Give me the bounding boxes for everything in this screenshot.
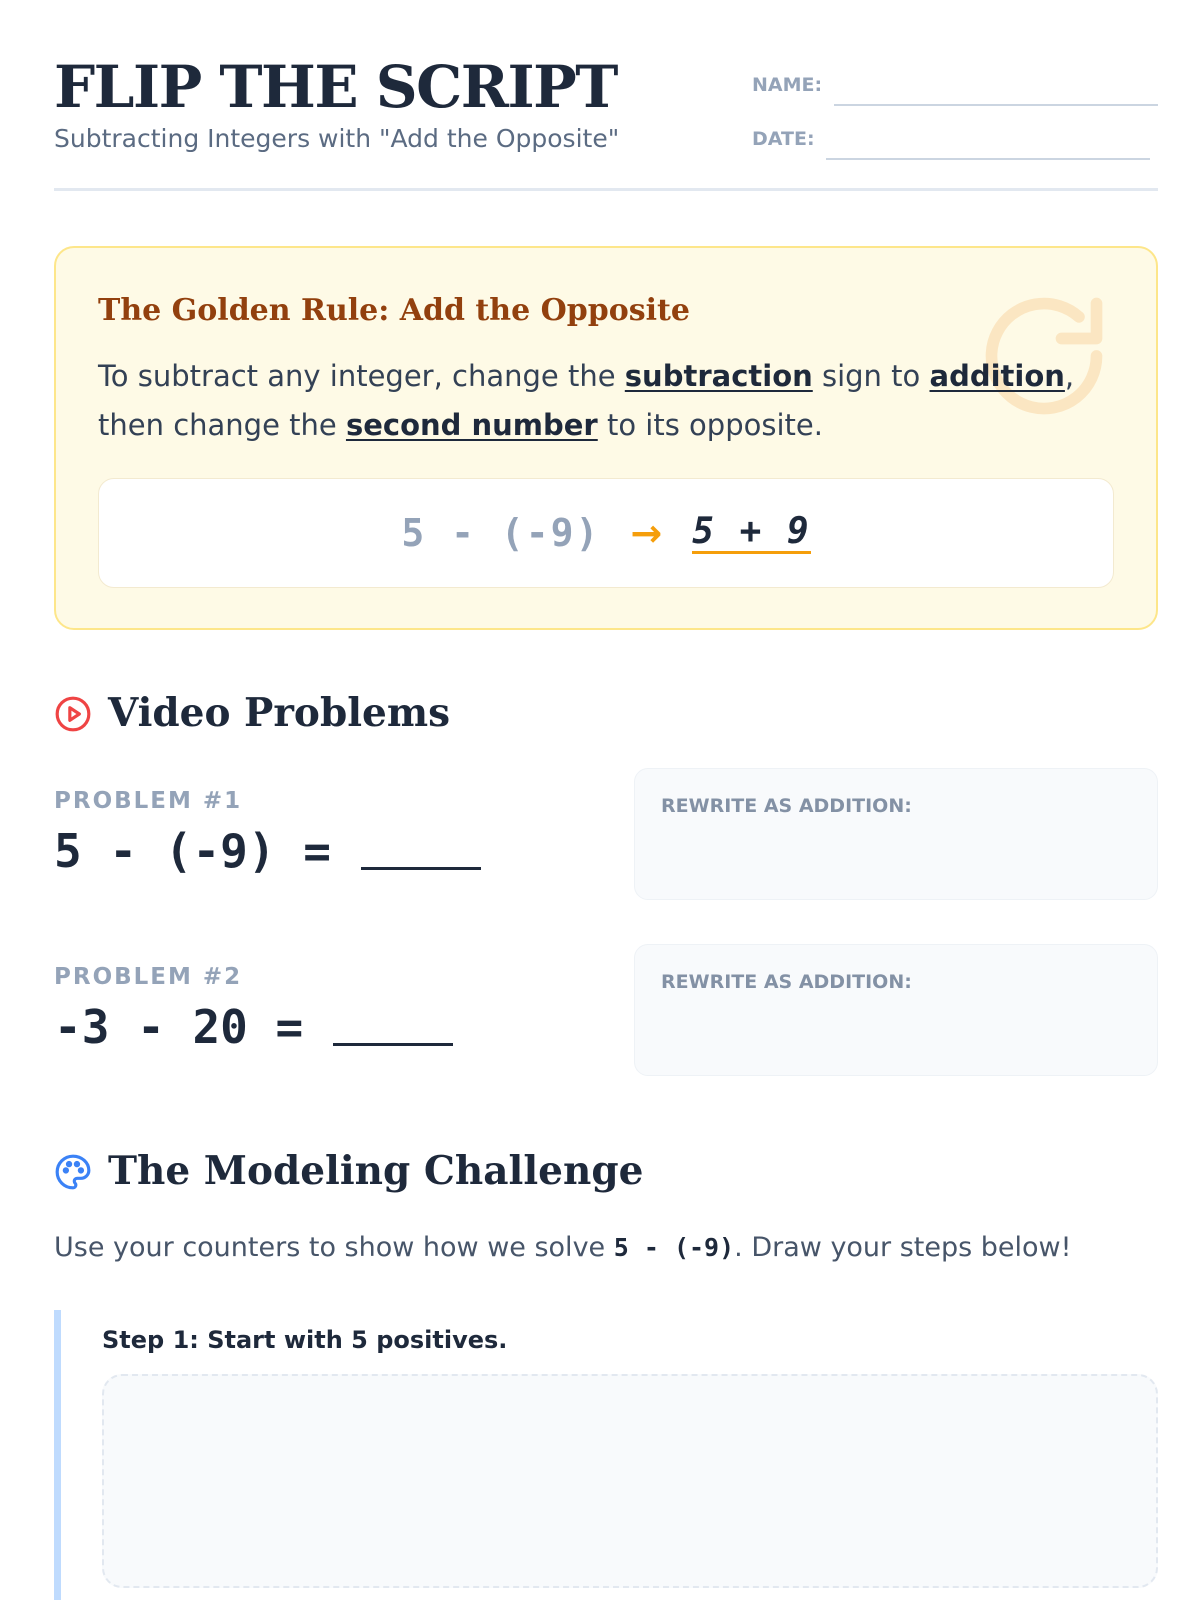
golden-rule-text: To subtract any integer, change the subtraction sign to addition, then change the second number to its opposite. xyxy=(98,359,1075,442)
example-card xyxy=(98,478,1114,588)
emphasis-subtraction: subtraction xyxy=(624,359,813,393)
header-divider xyxy=(54,188,1158,191)
example-rewritten: 5 + 9 xyxy=(692,512,810,555)
problem-2-label: PROBLEM #2 xyxy=(54,964,243,990)
name-label: NAME: xyxy=(752,74,823,96)
rewrite-box-2[interactable] xyxy=(634,944,1158,1076)
worksheet-title: FLIP THE SCRIPT xyxy=(54,53,617,121)
name-line[interactable] xyxy=(834,104,1158,106)
emphasis-second-number: second number xyxy=(345,408,598,442)
date-label: DATE: xyxy=(752,128,815,150)
emphasis-addition: addition xyxy=(929,359,1065,393)
video-problems-heading xyxy=(54,690,451,736)
play-circle-icon xyxy=(54,695,92,733)
palette-icon xyxy=(54,1153,92,1191)
date-line[interactable] xyxy=(826,158,1150,160)
problem-2-equation: -3 - 20 = xyxy=(54,1004,453,1050)
answer-blank[interactable] xyxy=(361,867,481,870)
modeling-heading xyxy=(54,1148,644,1194)
step-1-label: Step 1: Start with 5 positives. xyxy=(102,1326,508,1354)
example-original: 5 - (-9) xyxy=(401,511,601,555)
date-field[interactable] xyxy=(752,130,815,149)
problem-1-label: PROBLEM #1 xyxy=(54,788,243,814)
video-problems-title: Video Problems xyxy=(108,690,451,736)
instruction-expression: 5 - (-9) xyxy=(613,1233,735,1262)
rewrite-label: REWRITE AS ADDITION: xyxy=(661,795,912,817)
modeling-instruction: Use your counters to show how we solve 5 - (-9). Draw your steps below! xyxy=(54,1232,1072,1263)
answer-blank[interactable] xyxy=(333,1043,453,1046)
arrow-right-icon: → xyxy=(630,511,663,555)
step-accent-bar xyxy=(54,1310,61,1600)
name-field[interactable] xyxy=(752,76,822,95)
worksheet-subtitle: Subtracting Integers with "Add the Opposite" xyxy=(54,124,620,153)
step-1-drawing-area[interactable] xyxy=(102,1374,1158,1588)
rewrite-label: REWRITE AS ADDITION: xyxy=(661,971,912,993)
problem-1-equation: 5 - (-9) = xyxy=(54,828,481,874)
golden-rule-title: The Golden Rule: Add the Opposite xyxy=(98,293,690,328)
modeling-title: The Modeling Challenge xyxy=(108,1148,644,1194)
golden-rule-card xyxy=(54,246,1158,630)
rewrite-box-1[interactable] xyxy=(634,768,1158,900)
